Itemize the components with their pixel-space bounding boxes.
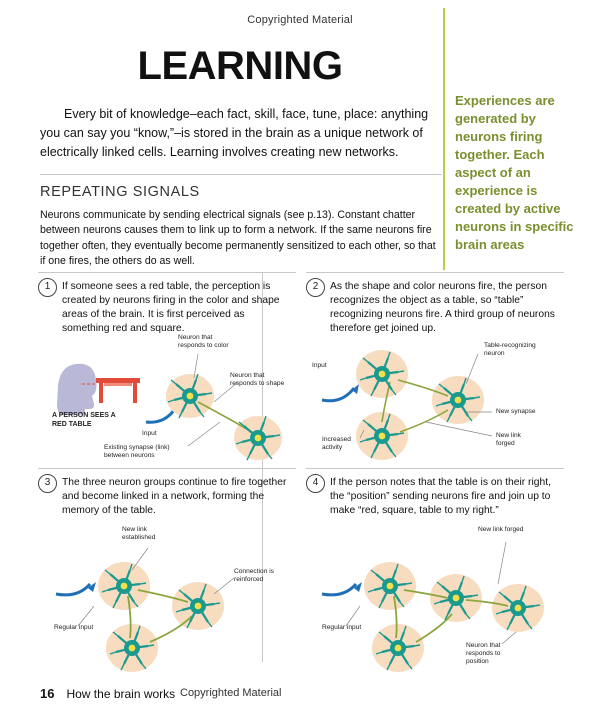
panel-2-figure: [306, 326, 564, 466]
label-input-2: Input: [312, 362, 327, 369]
panel-1: [38, 272, 296, 462]
panel-3-text: The three neuron groups continue to fire together and become linked in a network, forming the memory of the table.: [62, 477, 287, 516]
label-neuron-color: Neuron that responds to color: [178, 334, 229, 350]
table-apron: [104, 383, 132, 386]
label-neuron-position: Neuron that responds to position: [466, 642, 501, 666]
horizontal-divider: [40, 174, 442, 175]
panel-3-top-rule: [38, 468, 296, 469]
leader-table-neuron: [466, 354, 478, 384]
label-table-recognizing-neuron: Table-recognizing neuron: [484, 342, 536, 358]
panel-4-number: 4: [306, 474, 325, 493]
leader-new-link-forged-4: [498, 542, 506, 584]
label-input-1: Input: [142, 430, 157, 437]
panel-4-diagram: [306, 522, 564, 672]
intro-text: Every bit of knowledge–each fact, skill, face, tune, place: anything you can say you “know,”–is stored in the brain as a unique network of electrically linked cells. Learning involves creating new networks.: [40, 107, 429, 159]
page-title: LEARNING: [137, 44, 343, 88]
copyright-notice-bottom: Copyrighted Material: [180, 687, 282, 699]
panel-2-number: 2: [306, 278, 325, 297]
copyright-notice-top: Copyrighted Material: [247, 14, 353, 26]
label-person-sees-red-table: A PERSON SEES A RED TABLE: [52, 412, 116, 428]
page-footer: [40, 686, 175, 701]
leader-synapse: [188, 422, 220, 446]
leader-regular-input-4: [346, 606, 360, 626]
section-body: Neurons communicate by sending electrical signals (see p.13). Constant chatter between neurons causes them to link up to form a network. If the same neurons fire together often, they eventually become permanently sensitized to each other, so that if one fires, the others do as well.: [40, 209, 436, 268]
input-arrow-path-4: [322, 584, 356, 595]
panel-1-figure: [38, 326, 296, 466]
label-regular-input-3: Regular input: [54, 624, 94, 631]
label-neuron-shape: Neuron that responds to shape: [230, 372, 285, 388]
panel-2-text: As the shape and color neurons fire, the person recognizes the object as a table, so “table” recognizing neurons fire. A third group of neurons therefore get joined up.: [330, 281, 555, 334]
panel-3-number: 3: [38, 474, 57, 493]
panel-4-figure: [306, 522, 564, 672]
table-top: [96, 378, 140, 383]
panel-2-top-rule: [306, 272, 564, 273]
vertical-divider: [443, 8, 445, 270]
label-new-synapse: New synapse: [496, 408, 536, 415]
label-increased-activity: Increased activity: [322, 436, 351, 452]
panel-4-text: If the person notes that the table is on their right, the “position” sending neurons fire and join up to make “red, square, table to my right.”: [330, 477, 551, 516]
main-content: [40, 44, 440, 161]
panel-4-top-rule: [306, 468, 564, 469]
leader-connection-reinforced: [214, 578, 234, 594]
leader-new-link: [426, 422, 492, 436]
panel-1-text: If someone sees a red table, the perception is created by neurons firing in the color and shape areas of the brain. It is first perceived as something red and square.: [62, 281, 280, 334]
label-connection-reinforced: Connection is reinforced: [234, 568, 274, 584]
panel-2: [306, 272, 564, 462]
synapse-link: [198, 402, 252, 432]
input-arrow-path-2: [322, 388, 354, 401]
input-arrow-path-3: [56, 584, 90, 595]
label-new-link-forged-2: New link forged: [496, 432, 521, 448]
leader-regular-input-3: [78, 606, 94, 626]
panel-1-top-rule: [38, 272, 296, 273]
label-new-link-forged-4: New link forged: [478, 526, 524, 533]
footer-chapter: How the brain works: [66, 687, 176, 701]
panel-1-number: 1: [38, 278, 57, 297]
input-arrow-path: [146, 410, 174, 422]
head-silhouette: [57, 364, 97, 415]
panel-3: [38, 468, 296, 668]
side-panel-callout: Experiences are generated by neurons firing together. Each aspect of an experience is created by active neurons in specific brain areas: [455, 93, 574, 252]
panel-4: [306, 468, 564, 668]
panel-3-figure: [38, 522, 296, 672]
label-existing-synapse: Existing synapse (link) between neurons: [104, 444, 170, 460]
link-b-c: [400, 410, 448, 432]
table-leg-left: [99, 383, 103, 403]
panel-3-diagram: [38, 522, 296, 672]
label-new-link-established: New link established: [122, 526, 156, 542]
leader-new-link-established: [132, 548, 148, 570]
page-number: 16: [40, 686, 55, 701]
label-regular-input-4: Regular input: [322, 624, 362, 631]
section-heading: REPEATING SIGNALS: [40, 184, 200, 200]
table-leg-right: [133, 383, 137, 403]
intro-paragraph: [40, 105, 440, 161]
